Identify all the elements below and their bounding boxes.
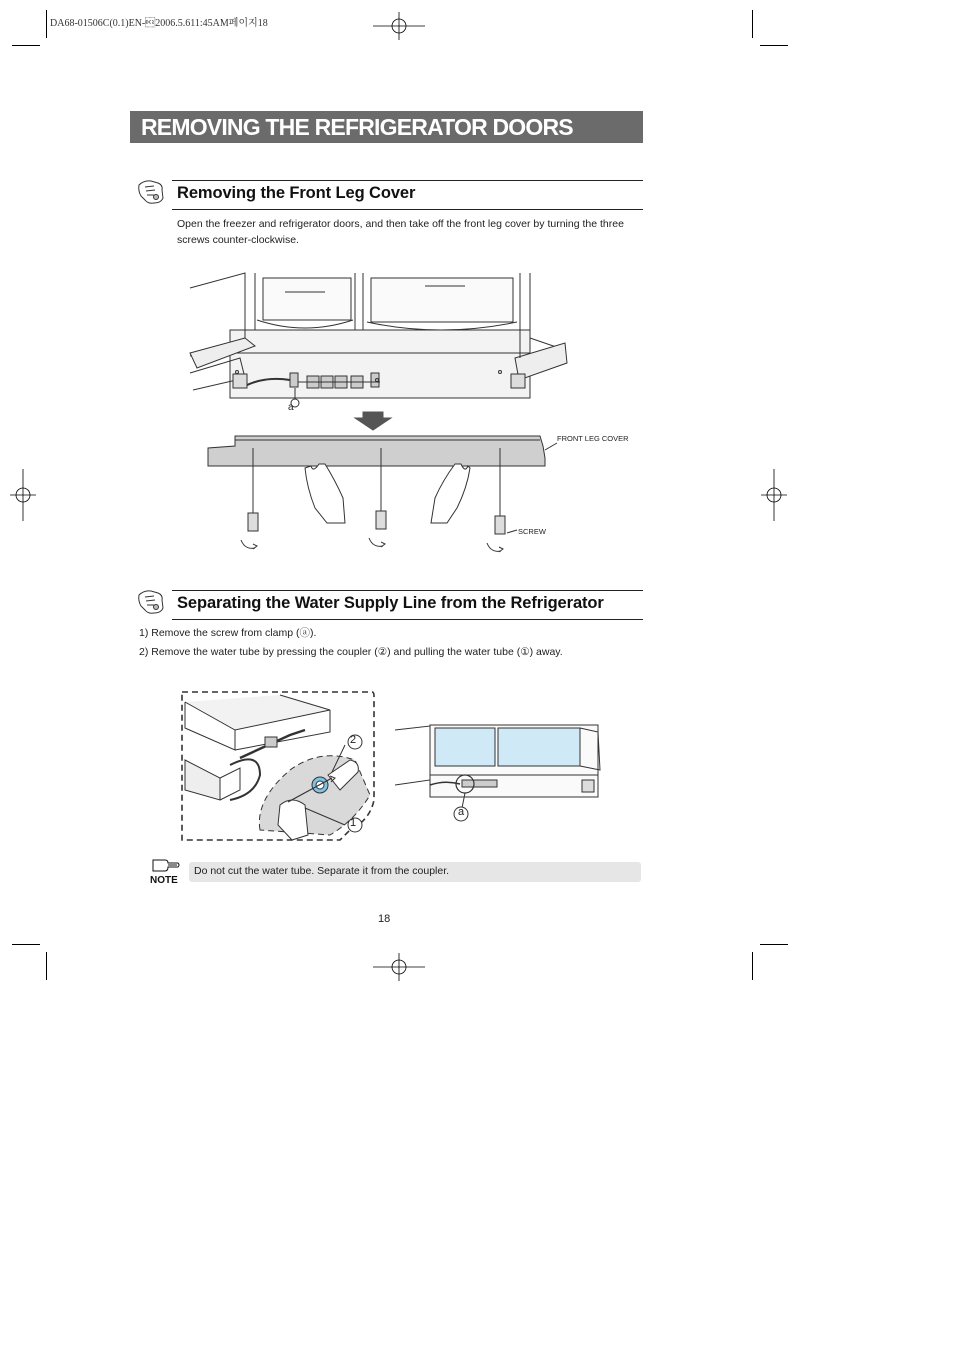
section-heading-front-leg-cover: Removing the Front Leg Cover [177, 184, 416, 202]
section1-text: Open the freezer and refrigerator doors, and then take off the front leg cover by turning the three screws counter-clockwise. [177, 218, 624, 246]
section-rule [172, 619, 643, 620]
coupler-marker: 2 [350, 734, 357, 746]
step-2: 2) Remove the water tube by pressing the coupler (②) and pulling the water tube (①) away. [139, 646, 563, 658]
note-label: NOTE [150, 875, 178, 886]
page-title: REMOVING THE REFRIGERATOR DOORS [141, 114, 573, 140]
water-line-detail-illustration [180, 690, 610, 850]
front-leg-cover-label: FRONT LEG COVER [557, 434, 629, 443]
clamp-marker-label: a [288, 402, 294, 413]
clamp-marker: a [458, 806, 465, 818]
section-heading-water-supply: Separating the Water Supply Line from the Refrigerator [177, 594, 604, 612]
section-rule [172, 209, 643, 210]
front-leg-cover-illustration [185, 268, 635, 558]
page-number: 18 [378, 913, 391, 925]
note-hand-icon [151, 857, 181, 873]
tube-marker: 1 [350, 817, 357, 829]
hand-pointer-icon [136, 588, 166, 616]
note-text: Do not cut the water tube. Separate it from the coupler. [194, 865, 450, 877]
print-code: DA68-01506C(0.1)EN-2006.5.611:45AM페이지18 [50, 18, 268, 29]
hand-pointer-icon [136, 178, 166, 206]
step-1: 1) Remove the screw from clamp (ⓐ). [139, 627, 317, 639]
screw-label: SCREW [518, 527, 546, 536]
section-rule [172, 180, 643, 181]
section-rule [172, 590, 643, 591]
